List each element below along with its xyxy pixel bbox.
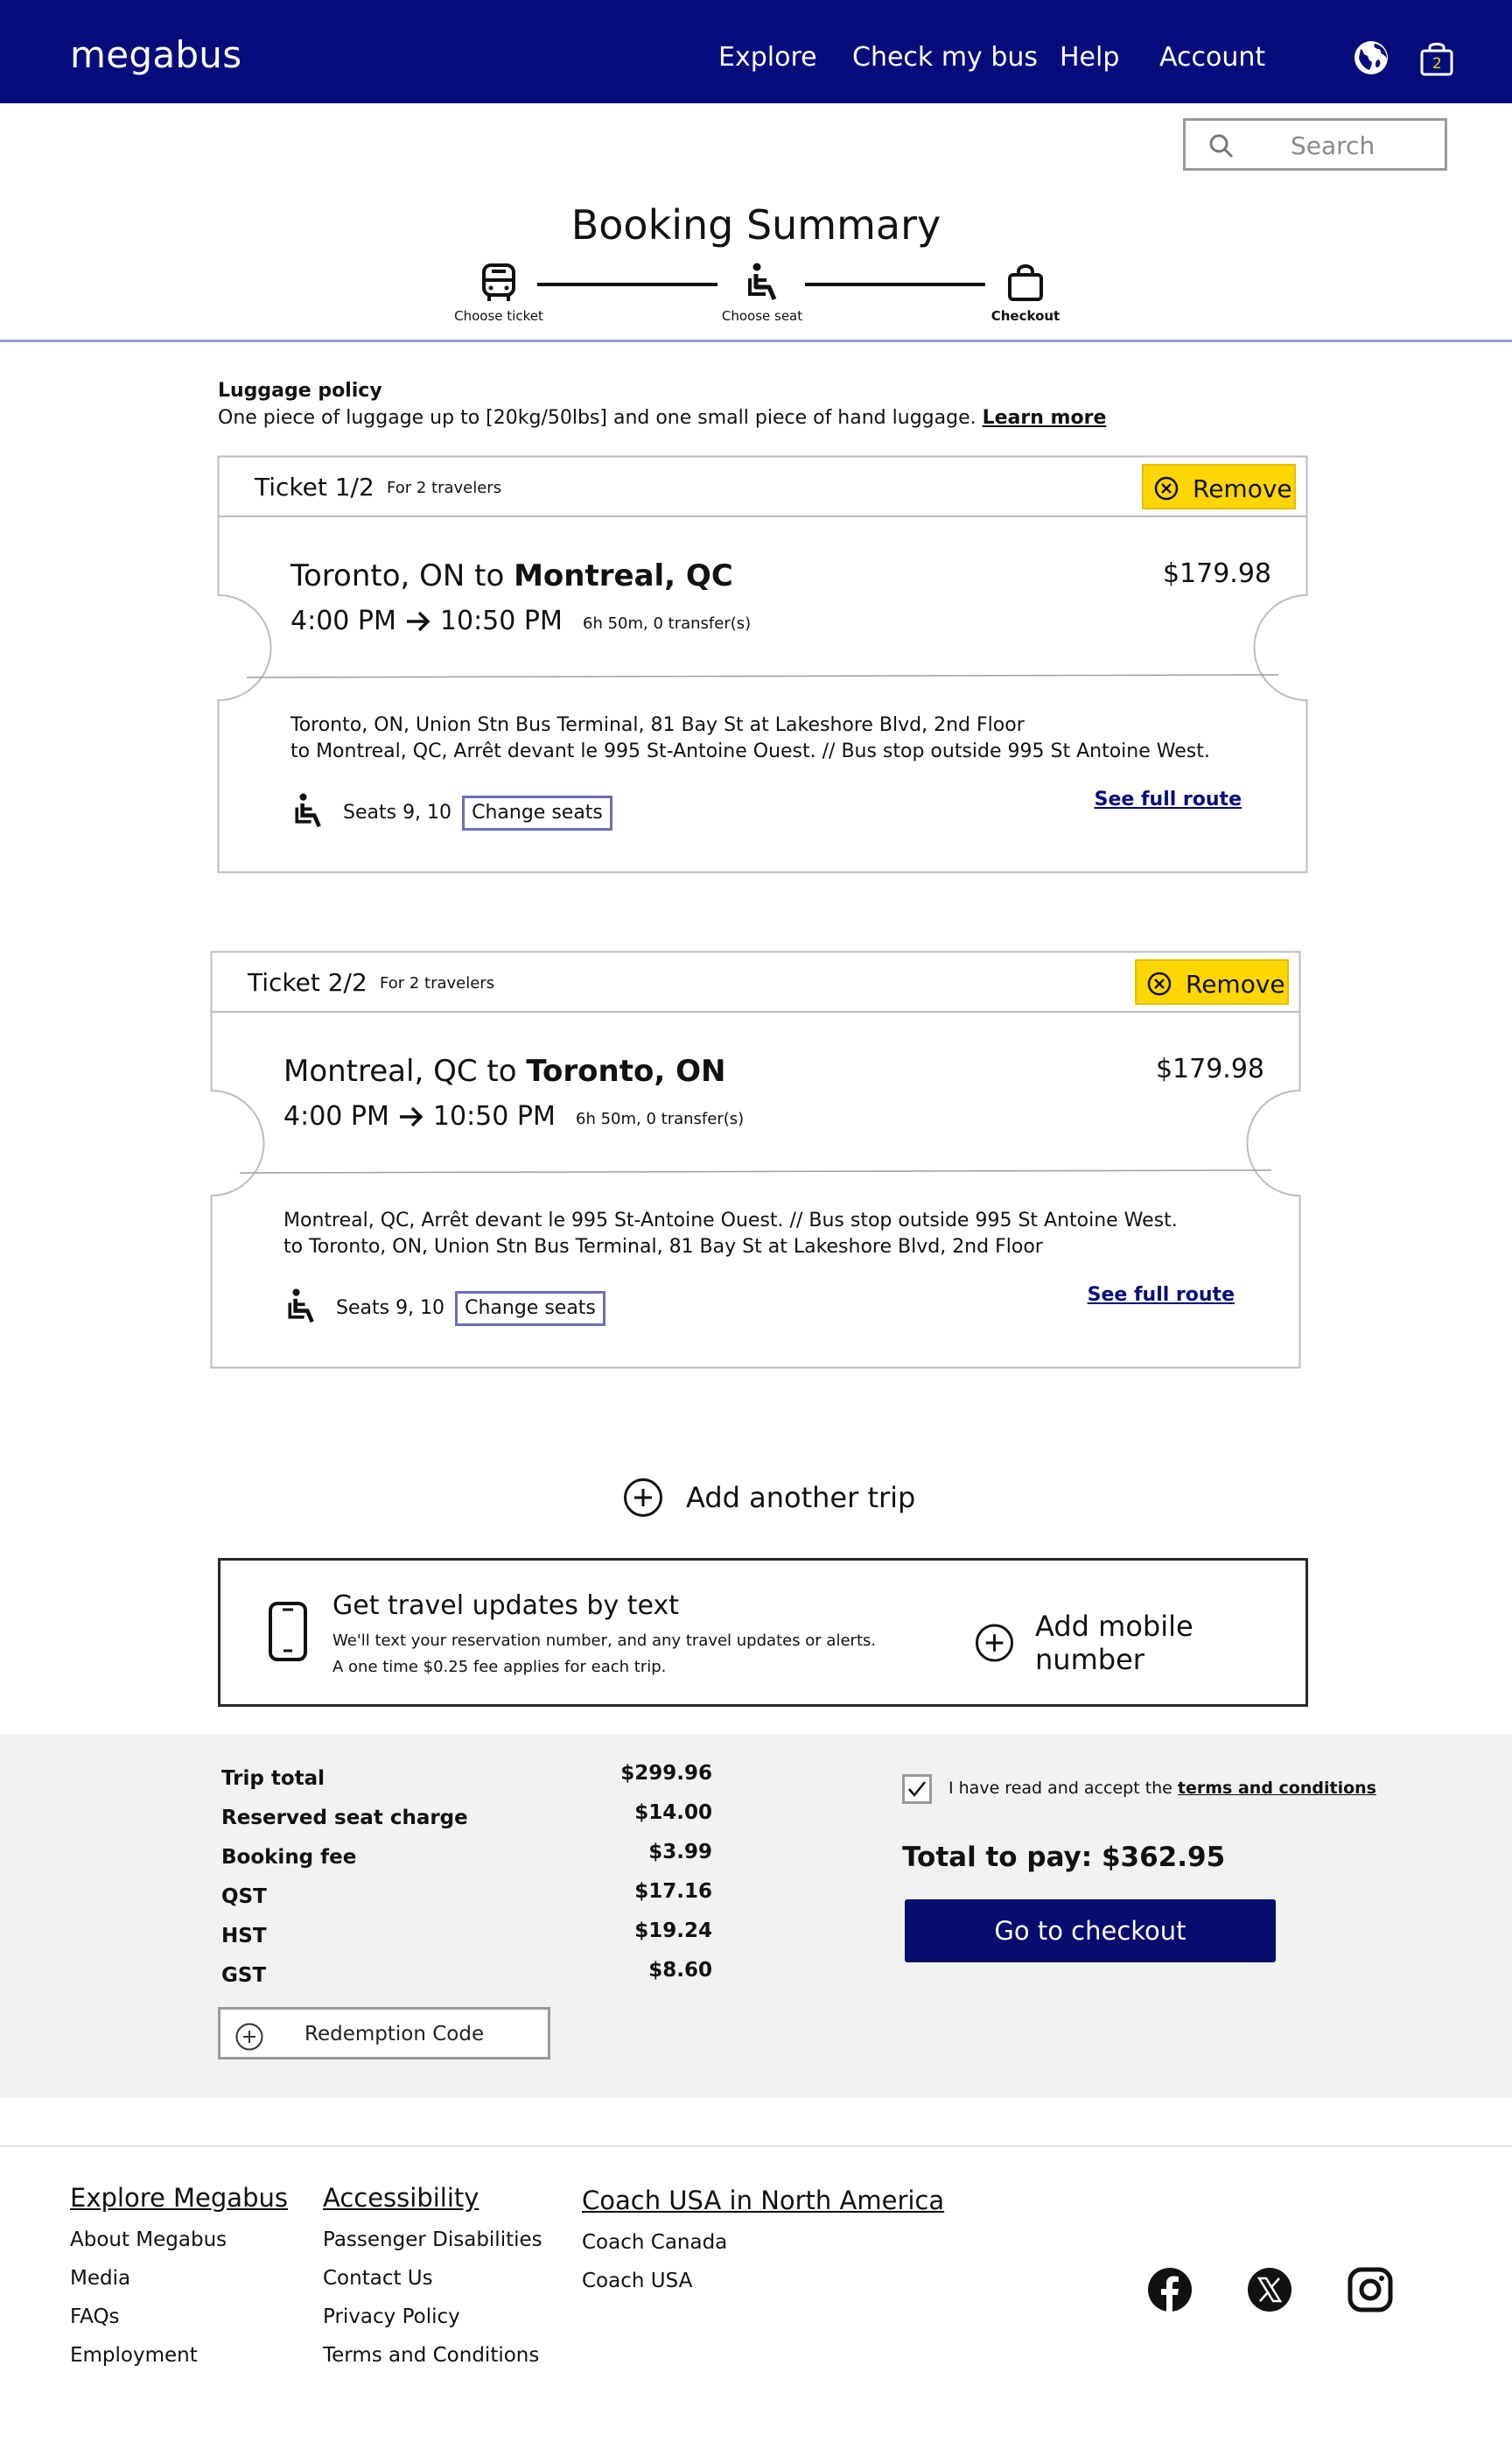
footer-link[interactable]: Media [70,2267,131,2290]
footer-link[interactable]: Coach Canada [582,2231,728,2254]
logo[interactable]: megabus [70,33,242,76]
terms-link[interactable]: terms and conditions [1177,1779,1376,1798]
arrow-right-icon [398,1105,424,1128]
footer-link[interactable]: Employment [70,2344,198,2367]
add-trip-label: Add another trip [686,1481,916,1514]
ticket-price: $179.98 [1155,1054,1264,1084]
depart-time: 4:00 PM [290,606,396,636]
policy-text [218,407,1106,429]
bus-icon [480,263,518,303]
ticket-route [284,1054,725,1089]
close-circle-icon [1154,476,1179,501]
ticket-title: Ticket 2/2 [248,968,368,997]
address-from: Montreal, QC, Arrêt devant le 995 St-Antoine Ouest. // Bus stop outside 995 St Antoine West. [284,1210,1178,1232]
depart-time: 4:00 PM [284,1101,389,1132]
nav-check-my-bus[interactable]: Check my bus [852,42,1039,73]
x-icon[interactable] [1247,2267,1292,2316]
route-destination: Toronto, ON [526,1054,726,1089]
accessible-seat-icon [290,792,326,831]
nav-explore[interactable]: Explore [718,42,817,73]
ticket-duration: 6h 50m, 0 transfer(s) [576,1110,745,1128]
plus-circle-icon [623,1477,663,1518]
instagram-icon[interactable] [1348,2267,1393,2316]
summary-value: $299.96 [620,1762,712,1785]
route-to-word: to [474,558,505,593]
step-label: Choose seat [721,308,803,324]
route-origin: Toronto, ON [290,558,466,593]
step-choose-ticket[interactable] [446,263,551,324]
change-seats-button[interactable]: Change seats [462,796,612,831]
footer-heading-explore[interactable]: Explore Megabus [70,2183,288,2213]
accessible-seat-icon [284,1288,318,1326]
step-choose-seat[interactable] [710,263,815,324]
remove-ticket-button[interactable] [1142,464,1296,509]
address-from: Toronto, ON, Union Stn Bus Terminal, 81 Bay St at Lakeshore Blvd, 2nd Floor [290,714,1025,736]
go-to-checkout-button[interactable]: Go to checkout [905,1899,1276,1962]
terms-prefix: I have read and accept the [948,1779,1172,1798]
arrow-right-icon [405,610,431,633]
ticket-times [284,1101,556,1132]
cart-count: 2 [1432,55,1442,73]
globe-icon[interactable] [1352,39,1390,77]
facebook-icon[interactable] [1147,2267,1193,2316]
address-to: to Montreal, QC, Arrêt devant le 995 St-Antoine Ouest. // Bus stop outside 995 St Antoine West. [290,740,1210,762]
footer-link[interactable]: FAQs [70,2305,120,2328]
mobile-phone-icon [268,1601,308,1662]
see-full-route-link[interactable]: See full route [1087,1284,1235,1306]
accessible-seat-icon [743,263,781,303]
ticket-card [217,455,1308,874]
summary-value: $3.99 [648,1841,712,1863]
ticket-address [290,712,1210,765]
ticket-route [290,558,733,593]
ticket-times [290,606,563,636]
checkmark-icon [905,1777,929,1801]
remove-ticket-button[interactable] [1135,959,1289,1005]
ticket-title: Ticket 1/2 [255,473,374,502]
see-full-route-link[interactable]: See full route [1094,789,1242,810]
ticket-duration: 6h 50m, 0 transfer(s) [583,614,752,633]
summary-value: $8.60 [648,1959,712,1982]
summary-label: HST [221,1925,267,1947]
footer-heading-coach-usa[interactable]: Coach USA in North America [582,2186,945,2215]
step-checkout[interactable] [973,263,1078,324]
route-origin: Montreal, QC [284,1054,478,1089]
header-divider [0,340,1512,342]
redemption-label: Redemption Code [304,2023,485,2046]
route-to-word: to [486,1054,517,1089]
terms-text [948,1779,1376,1798]
total-to-pay: Total to pay: $362.95 [902,1842,1226,1873]
footer-heading-accessibility[interactable]: Accessibility [323,2183,480,2213]
change-seats-button[interactable]: Change seats [455,1291,606,1326]
ticket-price: $179.98 [1162,558,1271,589]
footer-link[interactable]: Passenger Disabilities [323,2228,542,2251]
summary-label: GST [221,1964,267,1987]
summary-value: $19.24 [634,1919,712,1942]
sms-description: We'll text your reservation number, and any travel updates or alerts. [332,1631,877,1650]
nav-help[interactable]: Help [1060,42,1120,73]
step-label: Checkout [990,308,1060,324]
search-input[interactable] [1291,130,1439,161]
ticket-card [210,951,1301,1369]
page-title: Booking Summary [570,201,942,249]
bag-icon [1006,263,1045,303]
ticket-seats: Seats 9, 10 [343,802,452,824]
ticket-travelers: For 2 travelers [387,479,502,497]
add-mobile-number-button[interactable] [975,1610,1306,1676]
address-to: to Toronto, ON, Union Stn Bus Terminal, 81 Bay St at Lakeshore Blvd, 2nd Floor [284,1236,1043,1258]
redemption-code-button[interactable] [218,2007,550,2060]
nav-account[interactable]: Account [1159,42,1266,73]
summary-label: Reserved seat charge [221,1807,468,1829]
policy-description: One piece of luggage up to [20kg/50lbs] and one small piece of hand luggage. [218,407,976,429]
ticket-seats: Seats 9, 10 [336,1297,445,1319]
footer-link[interactable]: Privacy Policy [323,2305,460,2328]
sms-title: Get travel updates by text [332,1590,679,1621]
ticket-address [284,1208,1178,1260]
step-connector [537,283,718,286]
summary-label: Booking fee [221,1846,357,1869]
top-nav [0,0,1512,103]
remove-label: Remove [1186,970,1285,999]
remove-label: Remove [1193,474,1292,503]
ticket-travelers: For 2 travelers [380,974,495,993]
search-icon [1208,133,1235,159]
search-box[interactable] [1183,118,1447,171]
route-destination: Montreal, QC [514,558,733,593]
learn-more-link[interactable]: Learn more [982,407,1107,429]
step-connector [805,283,985,286]
summary-label: QST [221,1885,267,1908]
arrive-time: 10:50 PM [439,606,563,636]
footer-link[interactable]: About Megabus [70,2228,228,2251]
footer-link[interactable]: Coach USA [582,2270,693,2292]
summary-label: Trip total [221,1767,326,1790]
add-another-trip-button[interactable] [623,1477,915,1518]
plus-circle-icon [975,1623,1014,1663]
cart-bag-icon[interactable] [1418,39,1456,77]
travel-updates-panel [218,1558,1308,1707]
summary-value: $17.16 [634,1880,712,1903]
footer-divider [0,2145,1512,2147]
plus-circle-icon [234,2022,264,2052]
sms-fee-note: A one time $0.25 fee applies for each trip. [332,1658,667,1676]
step-label: Choose ticket [454,308,543,324]
summary-value: $14.00 [634,1801,712,1824]
footer-link[interactable]: Contact Us [323,2267,433,2290]
policy-title: Luggage policy [218,380,382,402]
terms-checkbox[interactable] [902,1774,932,1804]
add-mobile-label: Add mobile number [1035,1610,1194,1676]
close-circle-icon [1147,972,1172,996]
arrive-time: 10:50 PM [432,1101,556,1132]
footer-link[interactable]: Terms and Conditions [323,2344,540,2367]
